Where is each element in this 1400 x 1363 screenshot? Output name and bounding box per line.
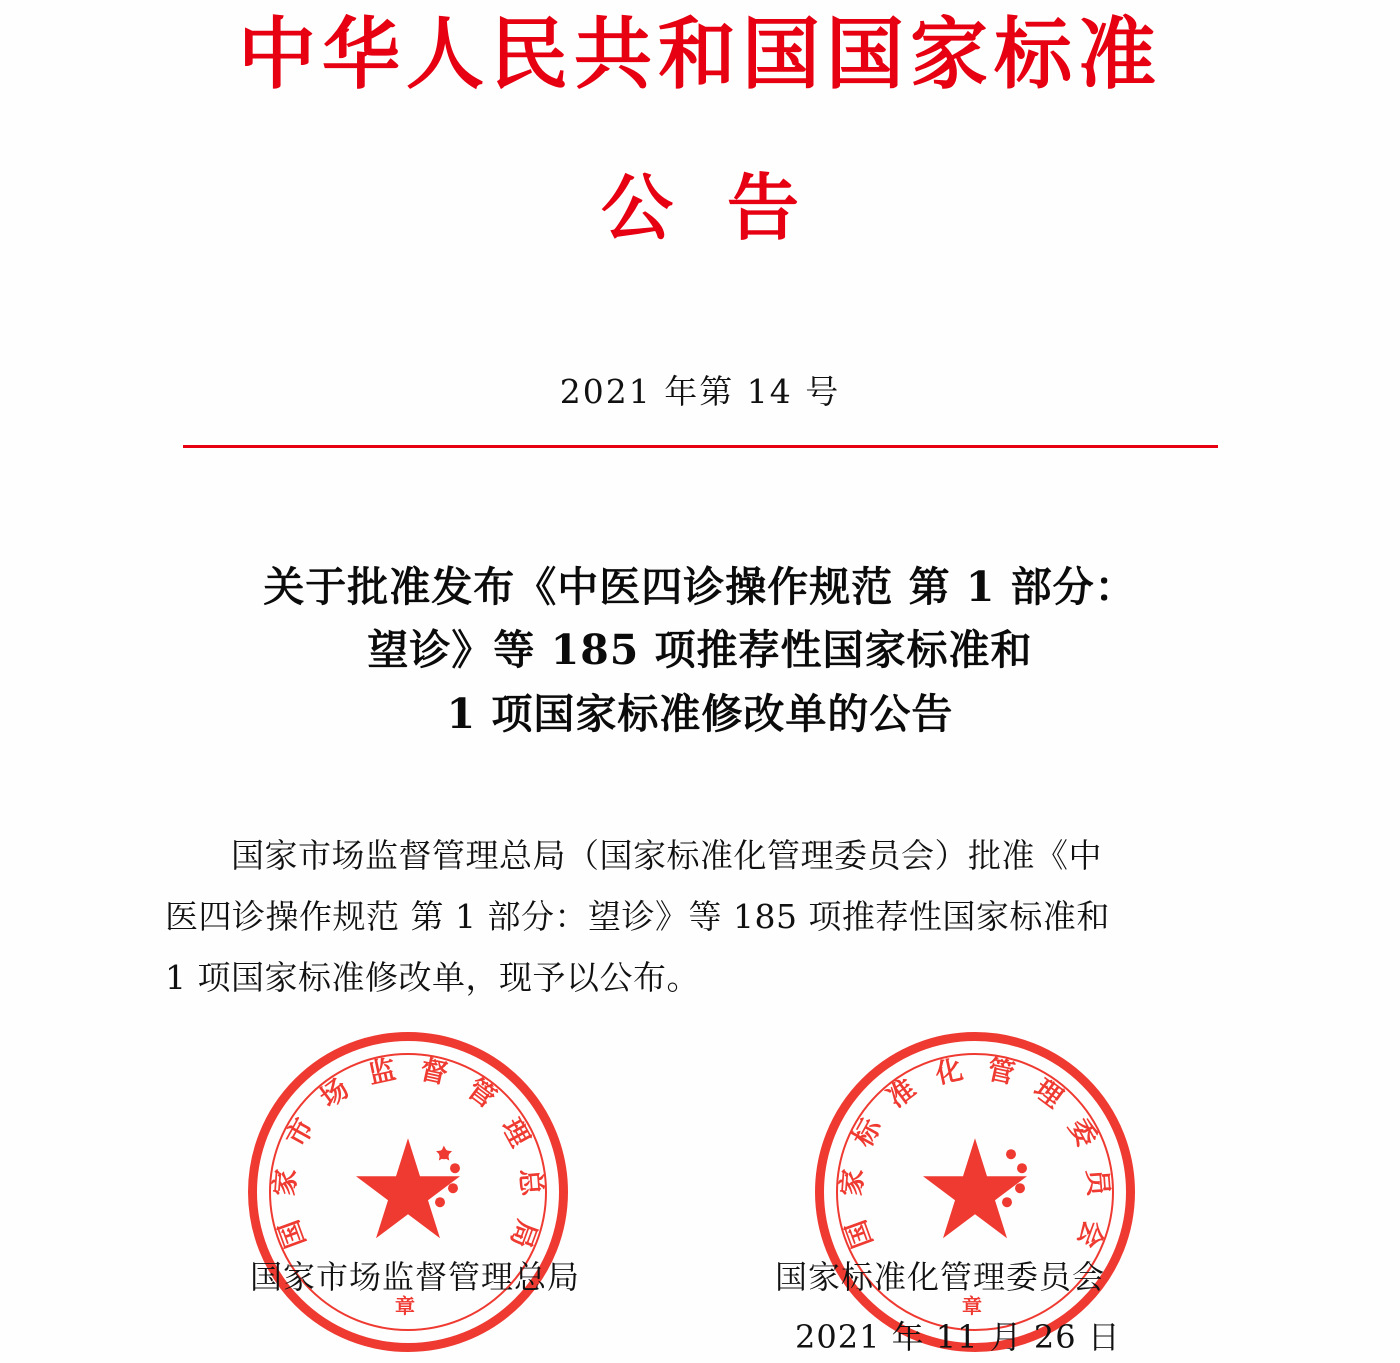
seal-ring-char: 家 xyxy=(269,1167,303,1198)
issue-number: 2021 年第 14 号 xyxy=(559,371,841,411)
seal-bottom-text: 章 xyxy=(395,1294,421,1318)
seal-bottom-text: 章 xyxy=(962,1294,988,1318)
signature-right-organization: 国家标准化管理委员会 xyxy=(775,1258,1106,1296)
seal-ring-char: 标 xyxy=(847,1113,888,1153)
headline-line-1: 关于批准发布《中医四诊操作规范 第 1 部分： xyxy=(263,562,1137,611)
seal-ring-char: 化 xyxy=(932,1054,966,1091)
seal-ring-char: 局 xyxy=(503,1215,543,1252)
headline-line-2: 望诊》等 185 项推荐性国家标准和 xyxy=(367,626,1033,675)
announcement-body xyxy=(165,825,1235,1008)
signature-left-organization: 国家市场监督管理总局 xyxy=(250,1258,581,1296)
document-header xyxy=(0,0,1400,254)
seal-ring-char: 准 xyxy=(881,1073,922,1115)
seal-samr xyxy=(248,1032,568,1352)
seal-ring-char: 理 xyxy=(1028,1073,1069,1115)
announcement-title: 公告 xyxy=(600,164,853,250)
national-emblem-star-icon xyxy=(915,1132,1035,1247)
seal-ring-char: 家 xyxy=(836,1167,870,1198)
announcement-headline xyxy=(0,556,1400,747)
seal-ring-char: 员 xyxy=(1080,1167,1114,1198)
headline-line-3: 1 项国家标准修改单的公告 xyxy=(446,689,954,738)
seal-ring-char: 管 xyxy=(984,1054,1018,1091)
seal-ring-char: 国 xyxy=(840,1215,880,1252)
signature-date: 2021 年 11 月 26 日 xyxy=(795,1318,1121,1356)
seal-ring-char: 国 xyxy=(273,1215,313,1252)
body-line-1: 国家市场监督管理总局（国家标准化管理委员会）批准《中 xyxy=(231,835,1102,875)
seal-ring-char: 委 xyxy=(1062,1113,1103,1153)
seal-ring-char: 场 xyxy=(314,1073,355,1115)
horizontal-rule xyxy=(183,445,1218,448)
body-line-3: 1 项国家标准修改单，现予以公布。 xyxy=(165,957,700,997)
seal-ring-char: 市 xyxy=(280,1113,321,1153)
seal-ring-char: 督 xyxy=(417,1054,451,1091)
body-line-2: 医四诊操作规范 第 1 部分：望诊》等 185 项推荐性国家标准和 xyxy=(165,896,1110,936)
seal-ring-char: 管 xyxy=(461,1073,502,1115)
page-title: 中华人民共和国国家标准 xyxy=(237,9,1162,100)
national-emblem-star-icon xyxy=(348,1132,468,1247)
seal-ring-char: 会 xyxy=(1070,1215,1110,1252)
seal-ring-char: 监 xyxy=(365,1054,399,1091)
seal-sac xyxy=(815,1032,1135,1352)
seals-area xyxy=(0,1020,1400,1360)
seal-ring-char: 总 xyxy=(513,1167,547,1198)
seal-ring-char: 理 xyxy=(495,1113,536,1153)
